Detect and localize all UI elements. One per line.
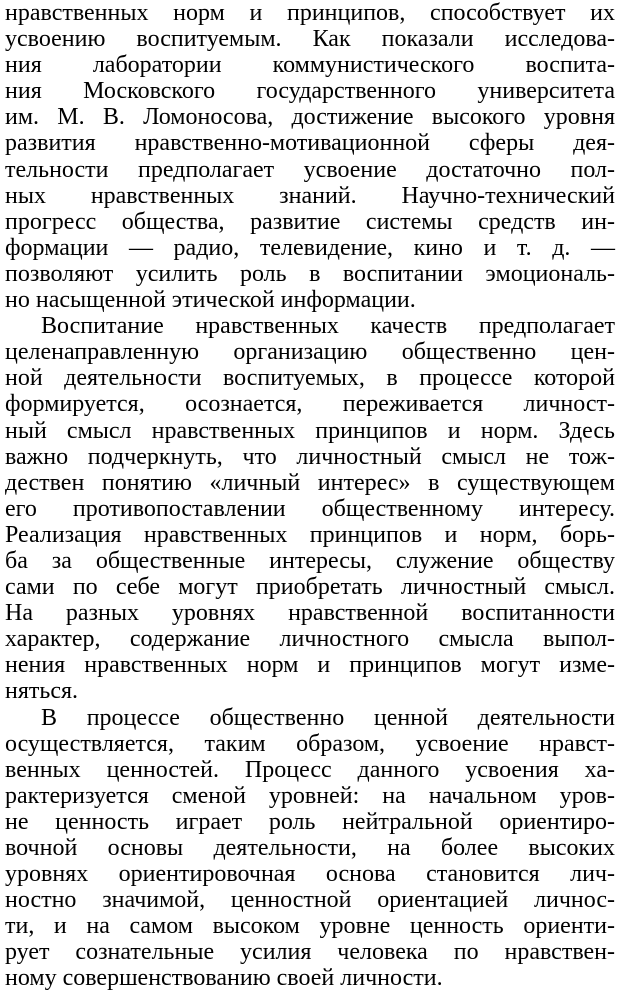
text-line: не ценность играет роль нейтральной ориентиро-	[5, 808, 615, 835]
text-line: На разных уровнях нравственной воспитанности	[5, 600, 615, 627]
text-line: ния лаборатории коммунистического воспита-	[5, 52, 615, 79]
text-line: им. М. В. Ломоносова, достижение высокого уровня	[5, 104, 615, 131]
text-line: сами по себе могут приобретать личностный смысл.	[5, 574, 615, 601]
text-line: характер, содержание личностного смысла выпол-	[5, 626, 615, 653]
text-line: Реализация нравственных принципов и норм, борь-	[5, 521, 615, 548]
text-line: усвоению воспитуемым. Как показали исследова-	[5, 26, 615, 53]
text-line: ния Московского государственного университета	[5, 78, 615, 105]
text-line: вочной основы деятельности, на более высоких	[5, 835, 615, 861]
text-line: венных ценностей. Процесс данного усвоения ха-	[5, 756, 615, 783]
text-line: нравственных норм и принципов, способствует их	[5, 0, 615, 26]
text-line: ба за общественные интересы, служение обществу	[5, 547, 615, 574]
paragraph	[5, 0, 615, 313]
text-line: позволяют усилить роль в воспитании эмоциональ-	[5, 260, 615, 287]
text-line: тельности предполагает усвоение достаточно пол-	[5, 156, 615, 183]
text-line: дествен понятию «личный интерес» в существующем	[5, 469, 615, 496]
text-line: но насыщенной этической информации.	[5, 287, 416, 314]
text-line: ный смысл нравственных принципов и норм. Здесь	[5, 417, 615, 444]
text-line: формации — радио, телевидение, кино и т. д. —	[5, 234, 615, 261]
paragraph	[5, 705, 615, 992]
text-line: прогресс общества, развитие системы средств ин-	[5, 208, 615, 235]
document-page	[5, 0, 615, 992]
text-line: В процессе общественно ценной деятельности	[41, 704, 615, 731]
text-line: рактеризуется сменой уровней: на начальном уров-	[5, 782, 615, 809]
text-line: его противопоставлении общественному интересу.	[5, 495, 615, 522]
text-line: ных нравственных знаний. Научно-технический	[5, 182, 615, 209]
text-line: важно подчеркнуть, что личностный смысл не тож-	[5, 443, 615, 470]
text-line: развития нравственно-мотивационной сферы дея-	[5, 130, 615, 157]
text-line: осуществляется, таким образом, усвоение нравст-	[5, 730, 615, 757]
text-line: целенаправленную организацию общественно цен-	[5, 339, 615, 366]
text-line: ной деятельности воспитуемых, в процессе которой	[5, 365, 615, 392]
text-line: ностно значимой, ценностной ориентацией личнос-	[5, 887, 615, 914]
text-line: рует сознательные усилия человека по нравствен-	[5, 939, 615, 966]
text-line: нения нравственных норм и принципов могут изме-	[5, 652, 615, 679]
text-line: Воспитание нравственных качеств предполагает	[41, 313, 615, 340]
text-line: ти, и на самом высоком уровне ценность ориенти-	[5, 913, 615, 940]
text-line: формируется, осознается, переживается личност-	[5, 391, 615, 418]
text-line: няться.	[5, 678, 79, 705]
text-line: ному совершенствованию своей личности.	[5, 965, 443, 992]
paragraph	[5, 313, 615, 704]
text-line: уровнях ориентировочная основа становится лич-	[5, 861, 615, 888]
